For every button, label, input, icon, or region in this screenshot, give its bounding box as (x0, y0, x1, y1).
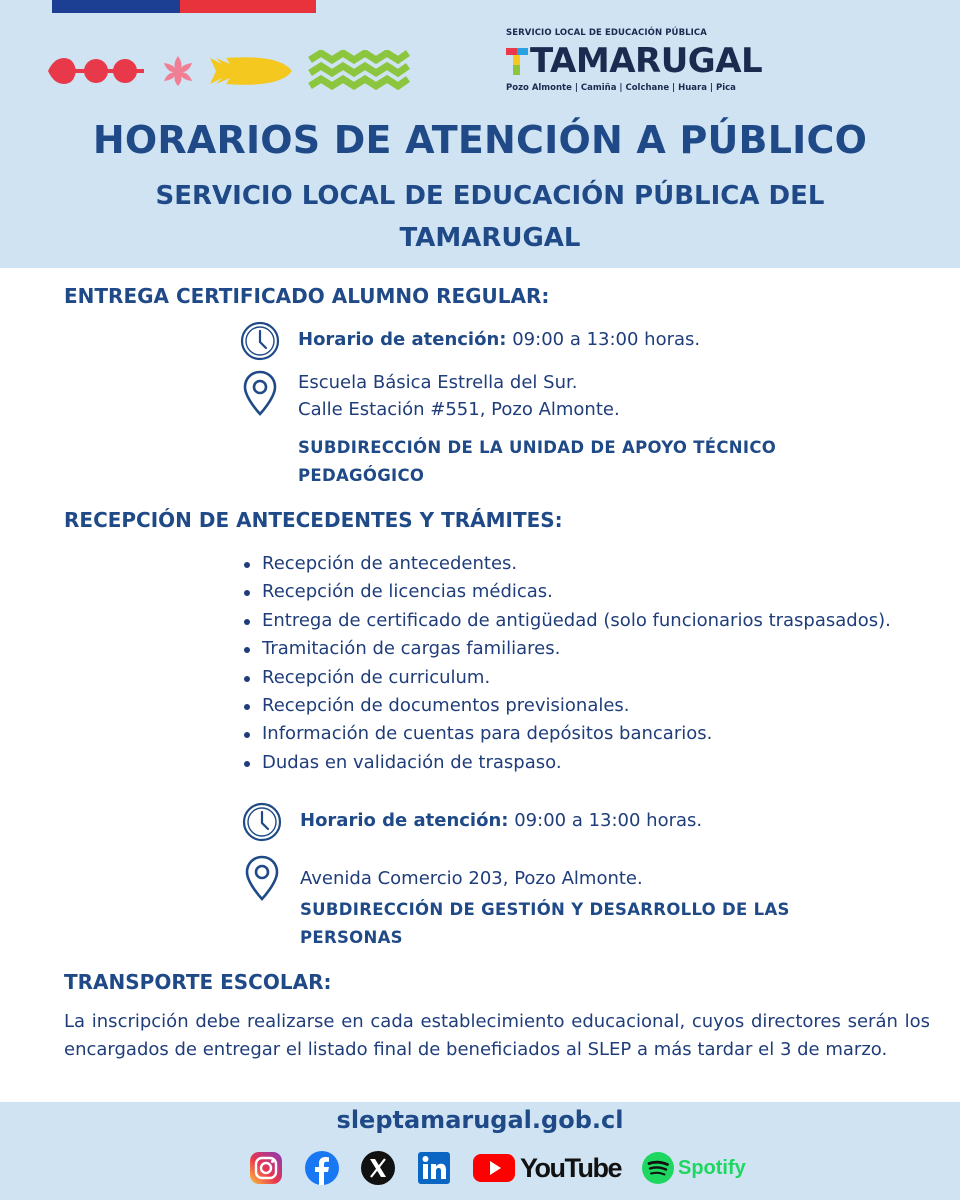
x-link[interactable] (360, 1150, 396, 1186)
certificado-hours-label: Horario de atención: (298, 329, 507, 350)
website-link[interactable]: sleptamarugal.gob.cl (336, 1106, 624, 1134)
decorative-shapes-icon (40, 50, 410, 96)
social-links (248, 1148, 766, 1188)
certificado-heading: ENTREGA CERTIFICADO ALUMNO REGULAR: (64, 284, 550, 308)
certificado-hours-value: 09:00 a 13:00 horas. (512, 329, 701, 350)
tramites-address: Avenida Comercio 203, Pozo Almonte. (300, 868, 643, 889)
list-item: Recepción de documentos previsionales. (242, 692, 891, 720)
location-pin-icon (242, 369, 278, 417)
flag-bar (52, 0, 316, 13)
clock-icon (242, 802, 282, 842)
list-item: Recepción de curriculum. (242, 664, 891, 692)
tamarugal-logo (506, 28, 776, 93)
youtube-icon (472, 1152, 516, 1184)
tramites-hours-value: 09:00 a 13:00 horas. (514, 810, 703, 831)
instagram-icon (248, 1150, 284, 1186)
tramites-hours-label: Horario de atención: (300, 810, 509, 831)
spotify-link[interactable] (641, 1150, 746, 1186)
spotify-icon (641, 1151, 675, 1185)
tramites-hours-row (242, 802, 702, 842)
facebook-link[interactable] (304, 1150, 340, 1186)
certificado-hours-row (240, 321, 700, 361)
spotify-label: Spotify (677, 1156, 746, 1179)
logo-wordmark: TAMARUGAL (530, 41, 763, 81)
list-item: Información de cuentas para depósitos bancarios. (242, 720, 891, 748)
clock-icon (240, 321, 280, 361)
logo-communes: Pozo Almonte | Camiña | Colchane | Huara | Pica (506, 83, 736, 93)
header-band (0, 0, 960, 268)
tramites-heading: RECEPCIÓN DE ANTECEDENTES Y TRÁMITES: (64, 508, 563, 532)
location-pin-icon (244, 854, 280, 902)
transporte-text: La inscripción debe realizarse en cada establecimiento educacional, cuyos directores serán los encargados de entregar el listado final de beneficiados al SLEP a más tardar el 3 de marzo. (64, 1011, 930, 1060)
tramites-list (242, 550, 891, 777)
tramites-hours-text (300, 807, 702, 834)
youtube-label: YouTube (520, 1152, 621, 1183)
facebook-icon (304, 1150, 340, 1186)
youtube-link[interactable] (472, 1150, 621, 1186)
list-item: Dudas en validación de traspaso. (242, 749, 891, 777)
certificado-hours-text (298, 326, 700, 353)
page-subtitle: SERVICIO LOCAL DE EDUCACIÓN PÚBLICA DEL TAMARUGAL (155, 181, 825, 253)
logo-wordmark-row (506, 43, 776, 79)
certificado-address-row (242, 369, 620, 423)
list-item: Recepción de antecedentes. (242, 550, 891, 578)
certificado-address-line2: Calle Estación #551, Pozo Almonte. (298, 399, 620, 420)
transporte-heading: TRANSPORTE ESCOLAR: (64, 970, 332, 994)
certificado-address (298, 369, 620, 423)
linkedin-link[interactable] (416, 1150, 452, 1186)
linkedin-icon (416, 1150, 452, 1186)
logo-superscript: SERVICIO LOCAL DE EDUCACIÓN PÚBLICA (506, 28, 707, 38)
instagram-link[interactable] (248, 1150, 284, 1186)
certificado-address-line1: Escuela Básica Estrella del Sur. (298, 372, 578, 393)
certificado-department: SUBDIRECCIÓN DE LA UNIDAD DE APOYO TÉCNICO PEDAGÓGICO (298, 438, 777, 485)
list-item: Recepción de licencias médicas. (242, 578, 891, 606)
flag-red-stripe (180, 0, 316, 13)
tramites-address-row (244, 854, 643, 902)
list-item: Entrega de certificado de antigüedad (solo funcionarios traspasados). (242, 607, 891, 635)
logo-t-mark-icon (506, 46, 528, 76)
flag-blue-stripe (52, 0, 180, 13)
page-title: HORARIOS DE ATENCIÓN A PÚBLICO (92, 118, 868, 162)
list-item: Tramitación de cargas familiares. (242, 635, 891, 663)
x-icon (360, 1150, 396, 1186)
tramites-department: SUBDIRECCIÓN DE GESTIÓN Y DESARROLLO DE LAS PERSONAS (300, 900, 790, 947)
